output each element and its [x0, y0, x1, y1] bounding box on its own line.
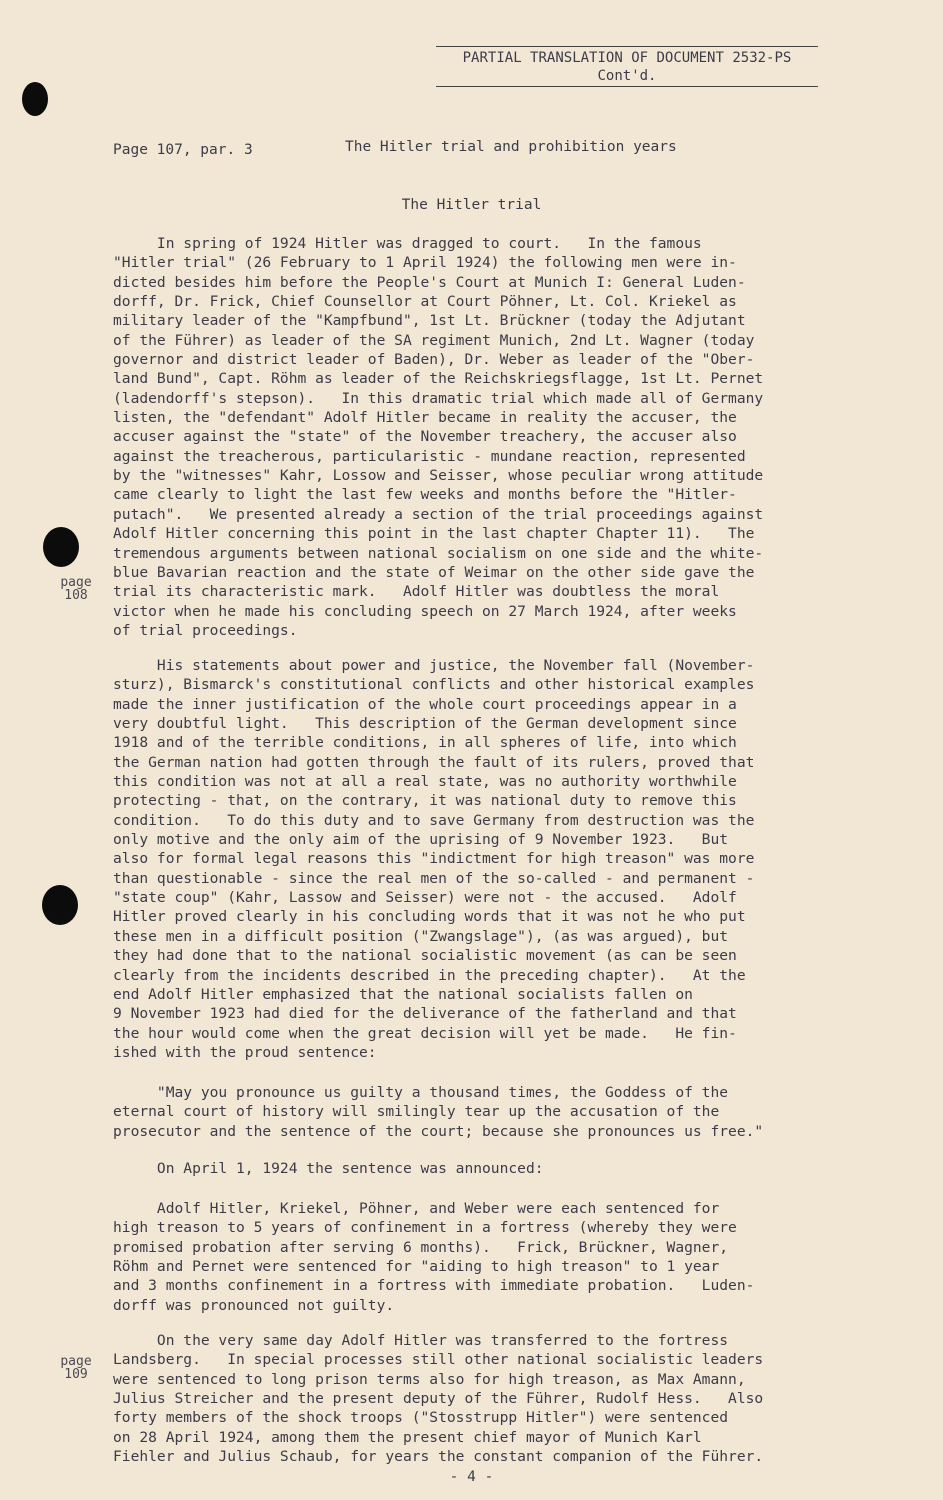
- text-line: came clearly to light the last few weeks and months before the "Hitler-: [113, 486, 737, 504]
- paragraph-statements: [113, 656, 833, 1062]
- text-line: end Adolf Hitler emphasized that the national socialists fallen on: [113, 985, 693, 1003]
- paragraph-sentence-announced: [113, 1159, 833, 1178]
- text-line: putach". We presented already a section of the trial proceedings against: [113, 505, 764, 523]
- text-line: the hour would come when the great decision will yet be made. He fin-: [113, 1024, 737, 1042]
- text-line: In spring of 1924 Hitler was dragged to court. In the famous: [113, 235, 702, 252]
- text-line: Adolf Hitler, Kriekel, Pöhner, and Weber were each sentenced for: [113, 1200, 720, 1217]
- text-line: were sentenced to long prison terms also for high treason, as Max Amann,: [113, 1370, 746, 1388]
- text-line: these men in a difficult position ("Zwangslage"), (as was argued), but: [113, 927, 729, 945]
- margin-note-label: page: [60, 1354, 92, 1369]
- text-line: Hitler proved clearly in his concluding words that it was not he who put: [113, 908, 746, 926]
- paragraph-quote: [113, 1083, 833, 1141]
- margin-note-page-108: [54, 576, 98, 602]
- text-line: "May you pronounce us guilty a thousand times, the Goddess of the: [113, 1084, 729, 1101]
- text-line: high treason to 5 years of confinement in a fortress (whereby they were: [113, 1219, 737, 1237]
- text-line: the German nation had gotten through the fault of its rulers, proved that: [113, 753, 755, 771]
- text-line: protecting - that, on the contrary, it was national duty to remove this: [113, 792, 737, 810]
- text-line: sturz), Bismarck's constitutional conflicts and other historical examples: [113, 676, 755, 694]
- text-line: Julius Streicher and the present deputy of the Führer, Rudolf Hess. Also: [113, 1390, 764, 1408]
- text-line: 9 November 1923 had died for the deliverance of the fatherland and that: [113, 1005, 737, 1023]
- text-line: dicted besides him before the People's Court at Munich I: General Luden-: [113, 273, 746, 291]
- page-reference: Page 107, par. 3: [113, 142, 253, 158]
- text-line: dorff was pronounced not guilty.: [113, 1296, 395, 1314]
- text-line: also for formal legal reasons this "indictment for high treason" was more: [113, 850, 755, 868]
- text-line: against the treacherous, particularistic - mundane reaction, represented: [113, 447, 746, 465]
- text-line: eternal court of history will smilingly tear up the accusation of the: [113, 1103, 720, 1121]
- page-number: - 4 -: [449, 1469, 494, 1485]
- text-line: (ladendorff's stepson). In this dramatic trial which made all of Germany: [113, 389, 764, 407]
- text-line: forty members of the shock troops ("Stosstrupp Hitler") were sentenced: [113, 1409, 729, 1427]
- punch-hole: [43, 527, 79, 567]
- text-line: ished with the proud sentence:: [113, 1043, 377, 1061]
- section-title: The Hitler trial: [401, 197, 542, 213]
- margin-note-page-109: [54, 1355, 98, 1381]
- text-line: Röhm and Pernet were sentenced for "aiding to high treason" to 1 year: [113, 1258, 720, 1276]
- text-line: On April 1, 1924 the sentence was announced:: [113, 1160, 544, 1177]
- margin-note-number: 109: [64, 1367, 88, 1382]
- margin-note-number: 108: [64, 588, 88, 603]
- text-line: very doubtful light. This description of the German development since: [113, 715, 737, 733]
- text-line: by the "witnesses" Kahr, Lossow and Seisser, whose peculiar wrong attitude: [113, 467, 764, 485]
- text-line: clearly from the incidents described in the preceding chapter). At the: [113, 966, 746, 984]
- text-line: On the very same day Adolf Hitler was transferred to the fortress: [113, 1332, 729, 1349]
- text-line: 1918 and of the terrible conditions, in all spheres of life, into which: [113, 734, 737, 752]
- text-line: promised probation after serving 6 months). Frick, Brückner, Wagner,: [113, 1238, 729, 1256]
- margin-note-label: page: [60, 575, 92, 590]
- text-line: of trial proceedings.: [113, 621, 298, 639]
- text-line: land Bund", Capt. Röhm as leader of the Reichskriegsflagge, 1st Lt. Pernet: [113, 370, 764, 388]
- text-line: made the inner justification of the whole court proceedings appear in a: [113, 695, 737, 713]
- chapter-title: The Hitler trial and prohibition years: [345, 139, 677, 155]
- text-line: than questionable - since the real men of the so-called - and permanent -: [113, 869, 755, 887]
- text-line: listen, the "defendant" Adolf Hitler became in reality the accuser, the: [113, 409, 737, 427]
- punch-hole: [42, 885, 78, 925]
- text-line: prosecutor and the sentence of the court; because she pronounces us free.": [113, 1122, 764, 1140]
- text-line: condition. To do this duty and to save Germany from destruction was the: [113, 811, 755, 829]
- text-line: "Hitler trial" (26 February to 1 April 1924) the following men were in-: [113, 254, 737, 272]
- text-line: this condition was not at all a real state, was no authority worthwhile: [113, 773, 737, 791]
- document-header: [436, 46, 818, 87]
- text-line: of the Führer) as leader of the SA regiment Munich, 2nd Lt. Wagner (today: [113, 331, 755, 349]
- header-title: PARTIAL TRANSLATION OF DOCUMENT 2532-PS: [462, 50, 792, 66]
- text-line: victor when he made his concluding speech on 27 March 1924, after weeks: [113, 602, 737, 620]
- text-line: dorff, Dr. Frick, Chief Counsellor at Court Pöhner, Lt. Col. Kriekel as: [113, 293, 737, 311]
- text-line: accuser against the "state" of the November treachery, the accuser also: [113, 428, 737, 446]
- text-line: Adolf Hitler concerning this point in the last chapter Chapter 11). The: [113, 525, 755, 543]
- header-continued: Cont'd.: [597, 68, 657, 84]
- text-line: Landsberg. In special processes still other national socialistic leaders: [113, 1351, 764, 1369]
- text-line: military leader of the "Kampfbund", 1st Lt. Brückner (today the Adjutant: [113, 312, 746, 330]
- text-line: blue Bavarian reaction and the state of Weimar on the other side gave the: [113, 563, 755, 581]
- text-line: tremendous arguments between national socialism on one side and the white-: [113, 544, 764, 562]
- paragraph-sentences: [113, 1199, 833, 1315]
- text-line: governor and district leader of Baden), Dr. Weber as leader of the "Ober-: [113, 351, 755, 369]
- text-line: His statements about power and justice, the November fall (November-: [113, 657, 755, 674]
- punch-hole: [22, 82, 48, 116]
- text-line: Fiehler and Julius Schaub, for years the constant companion of the Führer.: [113, 1448, 764, 1466]
- paragraph-landsberg: [113, 1331, 833, 1466]
- text-line: trial its characteristic mark. Adolf Hitler was doubtless the moral: [113, 583, 720, 601]
- text-line: on 28 April 1924, among them the present chief mayor of Munich Karl: [113, 1428, 702, 1446]
- text-line: they had done that to the national socialistic movement (as can be seen: [113, 947, 737, 965]
- paragraph-trial-intro: [113, 234, 833, 640]
- text-line: only motive and the only aim of the uprising of 9 November 1923. But: [113, 831, 729, 849]
- text-line: "state coup" (Kahr, Lassow and Seisser) were not - the accused. Adolf: [113, 889, 737, 907]
- text-line: and 3 months confinement in a fortress with immediate probation. Luden-: [113, 1277, 755, 1295]
